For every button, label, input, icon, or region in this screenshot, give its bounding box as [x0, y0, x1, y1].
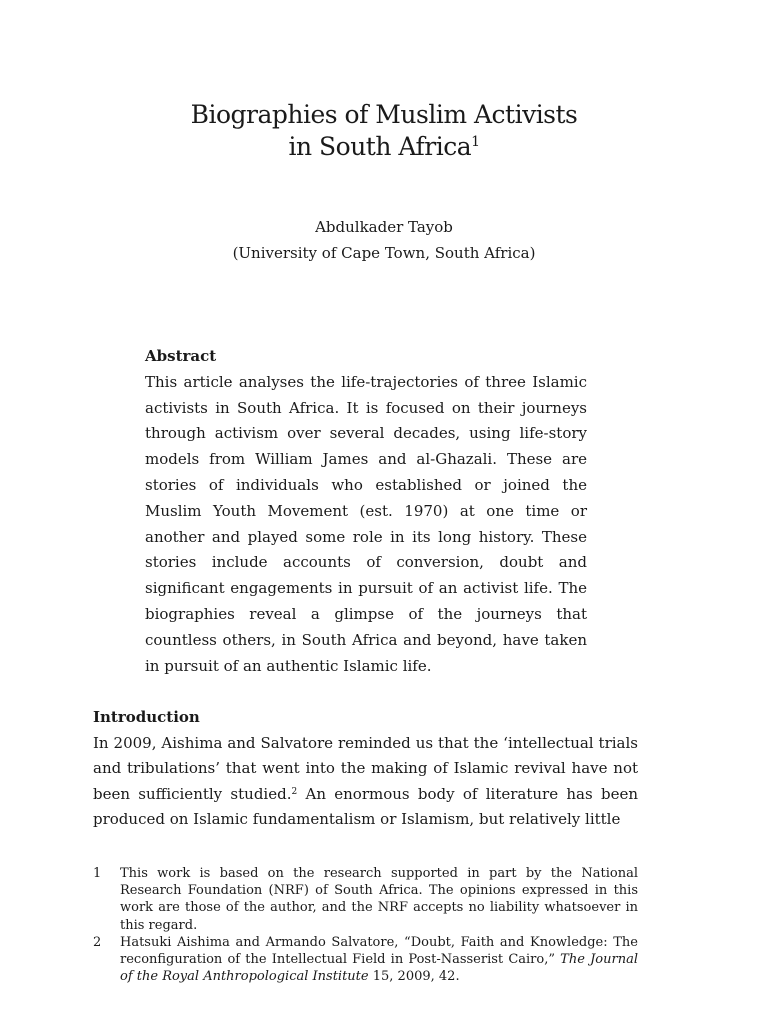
footnote-number: 1: [93, 866, 102, 881]
abstract-body: This article analyses the life-trajectories of three Islamic activists in South Africa. It is focused on their journeys through activism over several decades, using life-story models from William James and al-Ghazali. These are stories of individuals who established or joined the Muslim Youth Movement (est. 1970) at one time or another and played some role in its long history. These stories include accounts of conversion, doubt and significant engagements in pursuit of an activist life. The biographies reveal a glimpse of the journeys that countless others, in South Africa and beyond, have taken in pursuit of an authentic Islamic life.: [145, 372, 587, 675]
footnote-number: 2: [93, 934, 102, 950]
intro-text-1: In 2009, Aishima and Salvatore reminded us that the ‘intellectual trials and tribulations’ that went into the making of Islamic revival have not been sufficiently studied.: [93, 733, 638, 803]
introduction-section: [93, 705, 638, 833]
paper-title-line-2: [0, 132, 768, 162]
title-text-2: in South Africa: [288, 132, 472, 161]
title-text-1: Biographies of Muslim Activists: [190, 100, 578, 129]
abstract-section: [145, 344, 587, 679]
author-name: Abdulkader Tayob: [315, 218, 453, 236]
author-affiliation: (University of Cape Town, South Africa): [232, 244, 536, 262]
title-footnote-ref[interactable]: 1: [471, 134, 480, 150]
paper-title-line-1: [0, 100, 768, 130]
journal-title: The Journal of the Royal Anthropological Institute: [120, 952, 638, 985]
footnote-text: This work is based on the research supported in part by the National Research Foundation (NRF) of South Africa. The opinions expressed in this work are those of the author, and the NRF accepts no liability whatsoever in this regard.: [120, 866, 638, 933]
footnote-text-part-1: Hatsuki Aishima and Armando Salvatore, “Doubt, Faith and Knowledge: The reconfiguration of the Intellectual Field in Post-Nasserist Cairo,”: [120, 934, 638, 968]
intro-footnote-ref[interactable]: 2: [291, 786, 298, 797]
introduction-heading: Introduction: [93, 708, 200, 726]
introduction-body: [93, 731, 638, 833]
footnote-text-part-2: 15, 2009, 42.: [368, 969, 460, 985]
footnotes: [93, 865, 638, 985]
abstract-heading: Abstract: [145, 347, 217, 365]
footnote-1: [93, 865, 638, 934]
footnote-text: [120, 934, 638, 986]
footnote-2: [93, 934, 638, 986]
intro-text-2: An enormous body of literature has been produced on Islamic fundamentalism or Islamism, but relatively little: [93, 784, 638, 828]
